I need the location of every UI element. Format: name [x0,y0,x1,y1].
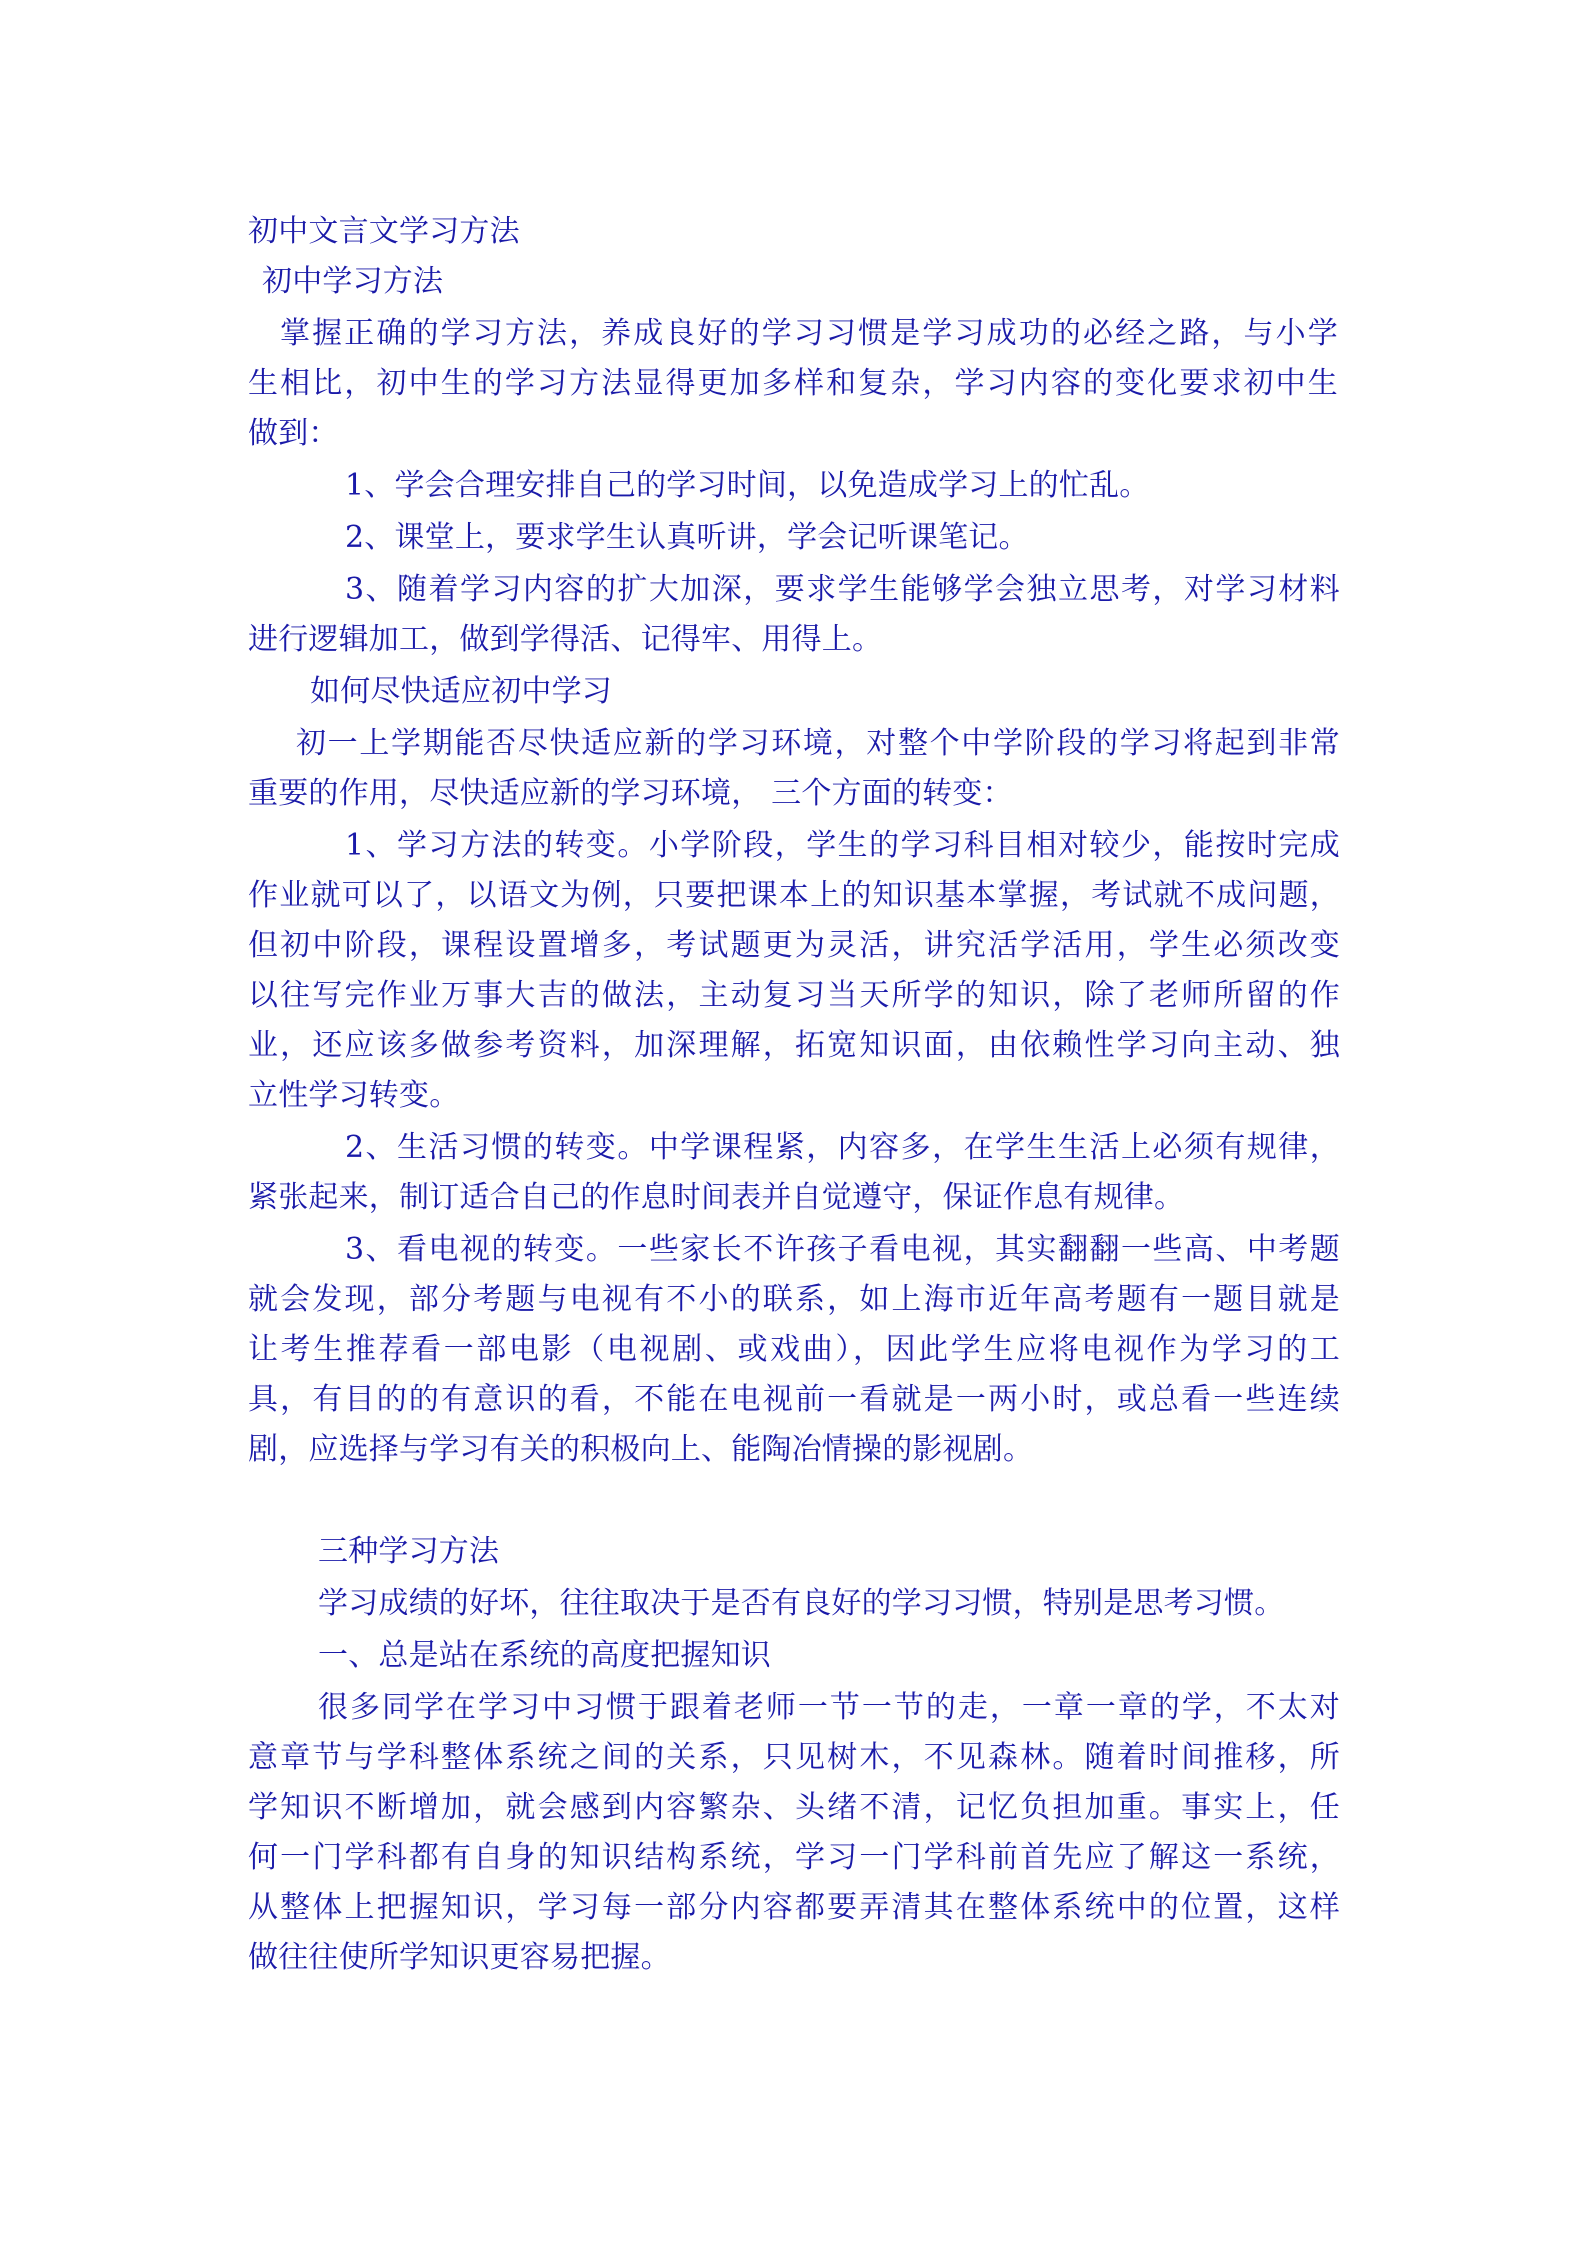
list-item: 作业就可以了，以语文为例，只要把课本上的知识基本掌握，考试就不成问题， [248,878,1340,913]
list-item: 就会发现，部分考题与电视有不小的联系，如上海市近年高考题有一题目就是 [248,1282,1340,1317]
paragraph-line: 意章节与学科整体系统之间的关系，只见树木，不见森林。随着时间推移，所 [248,1740,1340,1775]
list-item: 3、随着学习内容的扩大加深，要求学生能够学会独立思考，对学习材料 [345,572,1340,607]
document-title: 初中文言文学习方法 [248,214,520,249]
section-heading-adapt: 如何尽快适应初中学习 [310,674,612,709]
list-item: 剧，应选择与学习有关的积极向上、能陶冶情操的影视剧。 [248,1432,1034,1467]
paragraph-line: 从整体上把握知识，学习每一部分内容都要弄清其在整体系统中的位置，这样 [248,1890,1340,1925]
paragraph-line: 学习成绩的好坏，往往取决于是否有良好的学习习惯，特别是思考习惯。 [318,1586,1285,1621]
list-item: 进行逻辑加工，做到学得活、记得牢、用得上。 [248,622,883,657]
section-heading-three-methods: 三种学习方法 [318,1534,500,1569]
paragraph-line: 做往往使所学知识更容易把握。 [248,1940,671,1975]
paragraph-line: 重要的作用，尽快适应新的学习环境， 三个方面的转变： [248,776,1013,811]
list-item: 让考生推荐看一部电影（电视剧、或戏曲），因此学生应将电视作为学习的工 [248,1332,1340,1367]
list-item: 业，还应该多做参考资料，加深理解，拓宽知识面，由依赖性学习向主动、独 [248,1028,1340,1063]
list-item: 立性学习转变。 [248,1078,460,1113]
intro-line: 做到： [248,416,339,451]
list-item: 1、学会合理安排自己的学习时间，以免造成学习上的忙乱。 [345,468,1150,503]
list-item: 紧张起来，制订适合自己的作息时间表并自觉遵守，保证作息有规律。 [248,1180,1185,1215]
intro-line: 掌握正确的学习方法，养成良好的学习习惯是学习成功的必经之路，与小学 [280,316,1338,351]
list-item: 2、生活习惯的转变。中学课程紧，内容多，在学生生活上必须有规律， [345,1130,1340,1165]
paragraph-line: 学知识不断增加，就会感到内容繁杂、头绪不清，记忆负担加重。事实上，任 [248,1790,1340,1825]
paragraph-line: 初一上学期能否尽快适应新的学习环境，对整个中学阶段的学习将起到非常 [296,726,1340,761]
list-item: 以往写完作业万事大吉的做法，主动复习当天所学的知识，除了老师所留的作 [248,978,1340,1013]
list-item: 1、学习方法的转变。小学阶段，学生的学习科目相对较少，能按时完成 [345,828,1340,863]
paragraph-line: 何一门学科都有自身的知识结构系统，学习一门学科前首先应了解这一系统， [248,1840,1340,1875]
list-item: 具，有目的的有意识的看，不能在电视前一看就是一两小时，或总看一些连续 [248,1382,1340,1417]
paragraph-line: 很多同学在学习中习惯于跟着老师一节一节的走，一章一章的学，不太对 [318,1690,1340,1725]
method-heading: 一、总是站在系统的高度把握知识 [318,1638,771,1673]
list-item: 2、课堂上，要求学生认真听讲，学会记听课笔记。 [345,520,1029,555]
list-item: 3、看电视的转变。一些家长不许孩子看电视，其实翻翻一些高、中考题 [345,1232,1340,1267]
intro-line: 生相比，初中生的学习方法显得更加多样和复杂，学习内容的变化要求初中生 [248,366,1338,401]
list-item: 但初中阶段，课程设置增多，考试题更为灵活，讲究活学活用，学生必须改变 [248,928,1340,963]
section-heading-study-methods: 初中学习方法 [262,264,444,299]
